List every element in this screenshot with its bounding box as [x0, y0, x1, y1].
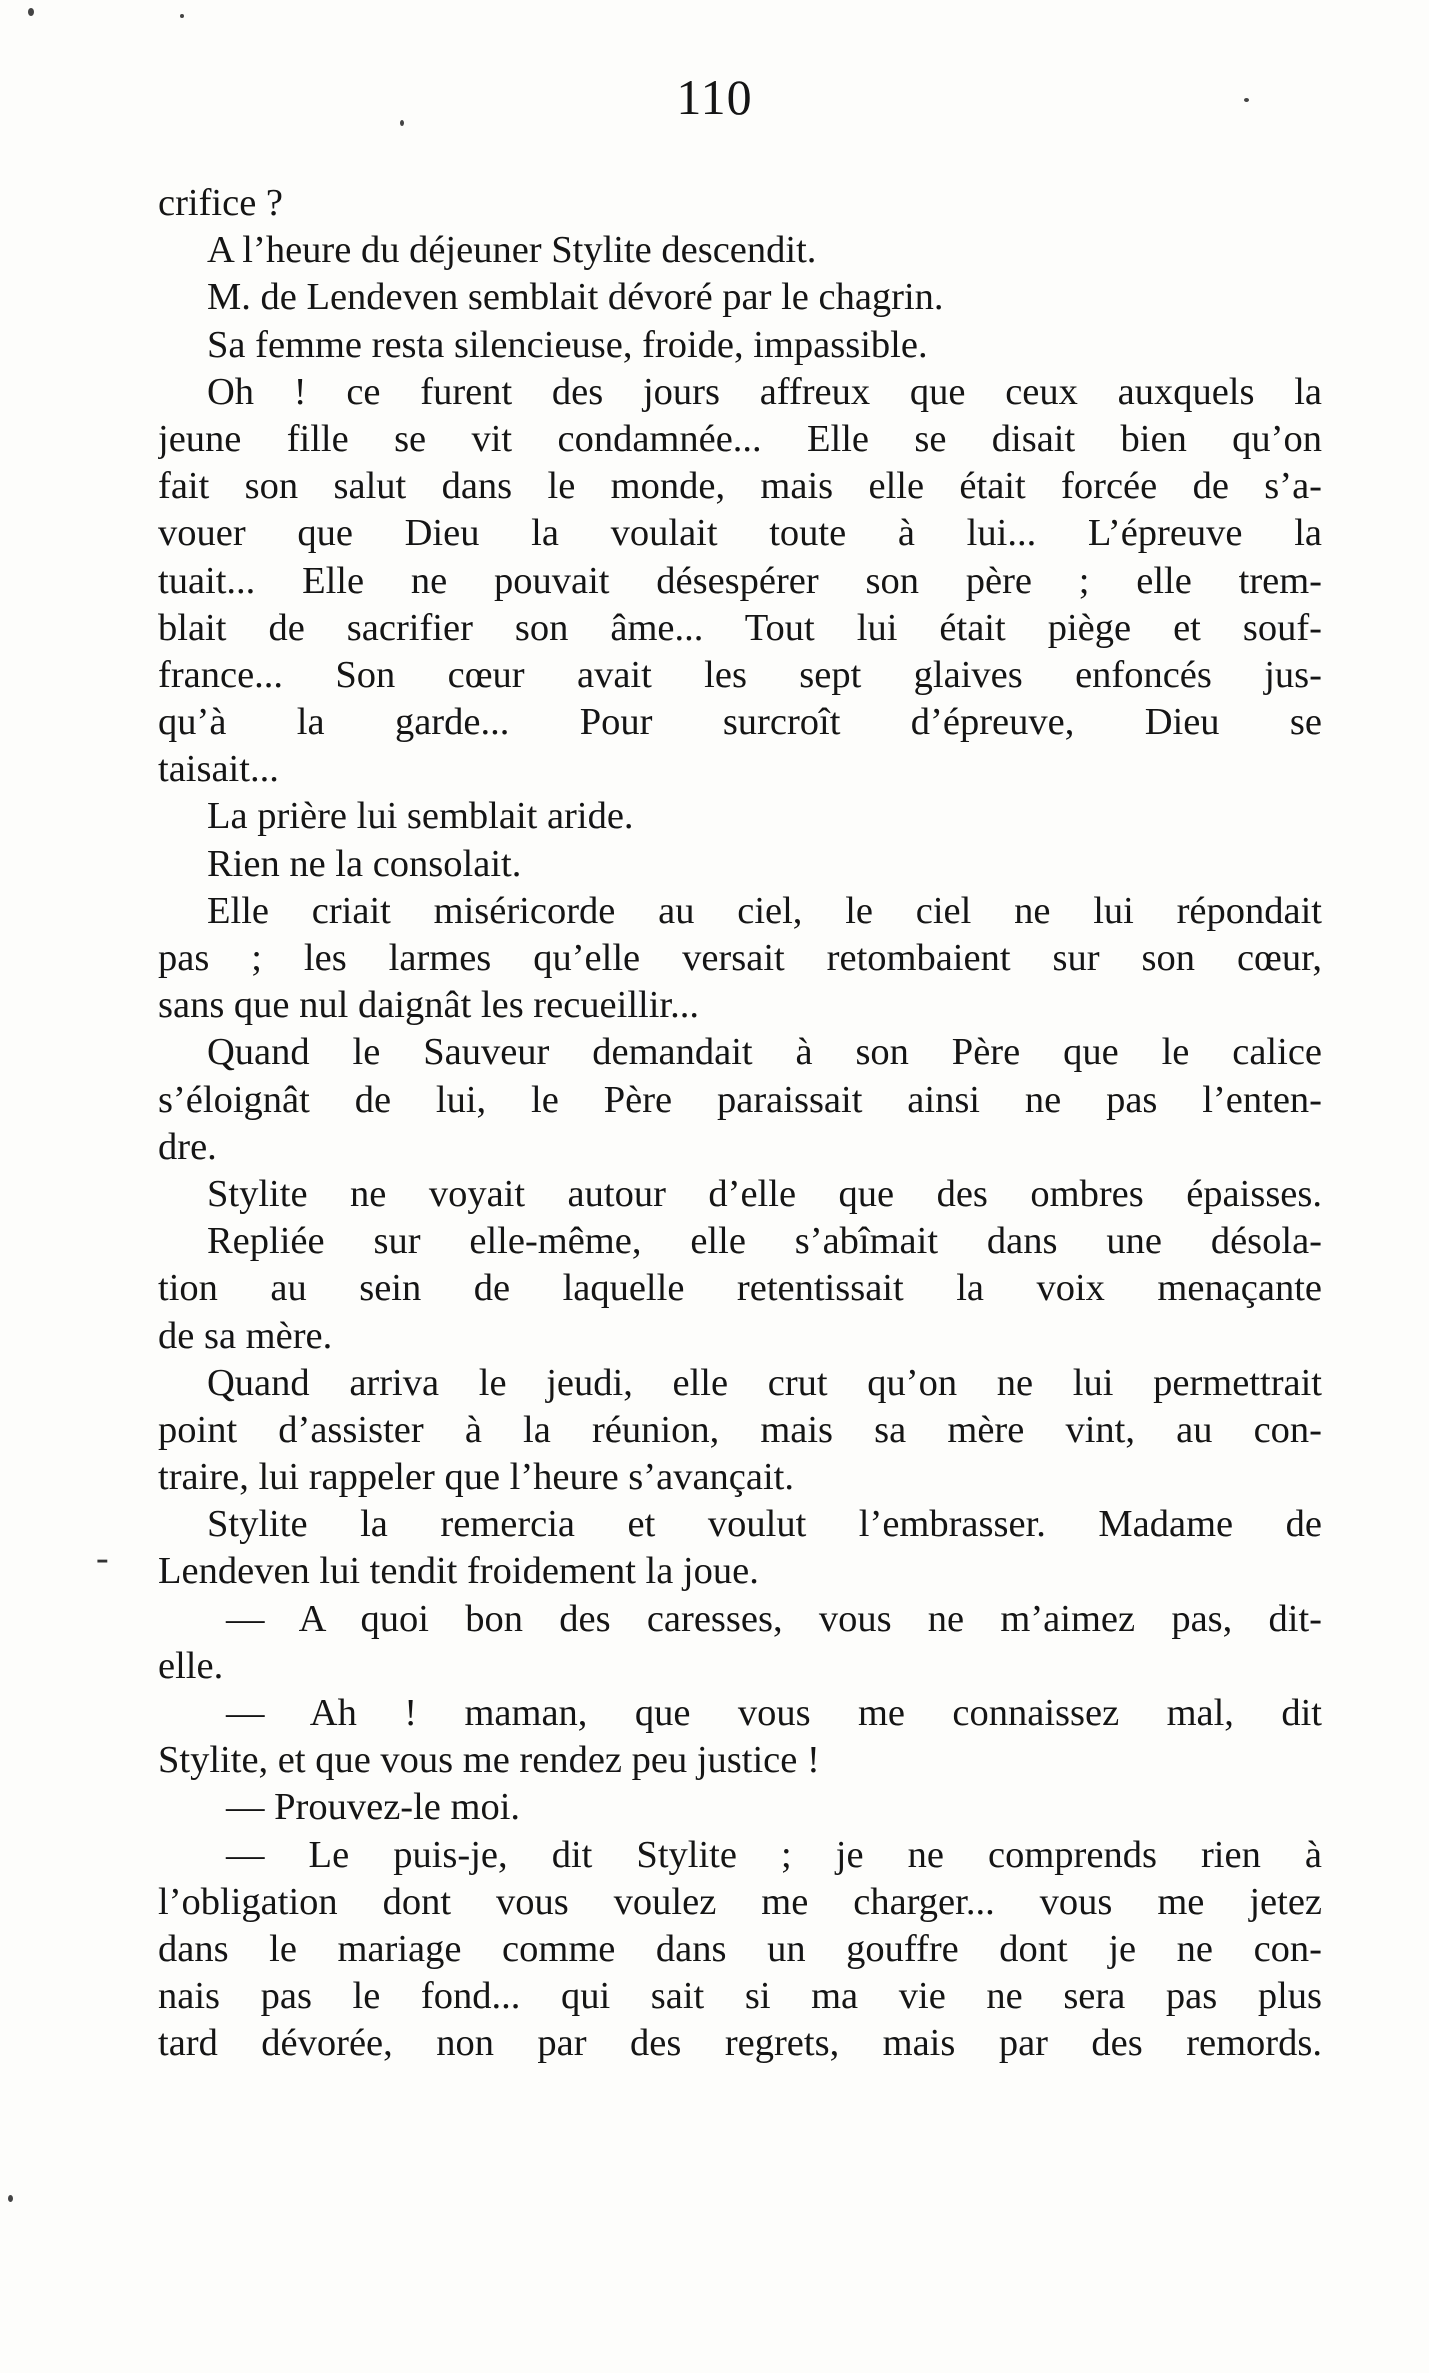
text-line: — A quoi bon des caresses, vous ne m’aimez pas, dit- [226, 1597, 1322, 1640]
text-line: tuait... Elle ne pouvait désespérer son père ; elle trem- [158, 559, 1322, 602]
text-line: Quand arriva le jeudi, elle crut qu’on ne lui permettrait [207, 1361, 1322, 1404]
text-line: pas ; les larmes qu’elle versait retombaient sur son cœur, [158, 937, 1322, 979]
text-line: s’éloignât de lui, le Père paraissait ainsi ne pas l’enten- [158, 1078, 1322, 1121]
text-line: taisait... [158, 748, 279, 791]
text-line: sans que nul daignât les recueillir... [158, 984, 699, 1027]
text-line: nais pas le fond... qui sait si ma vie ne sera pas plus [158, 1975, 1322, 2018]
text-line: Oh ! ce furent des jours affreux que ceux auxquels la [207, 370, 1322, 413]
text-line: point d’assister à la réunion, mais sa mère vint, au con- [158, 1408, 1322, 1451]
text-line: Stylite, et que vous me rendez peu justice ! [158, 1739, 820, 1782]
text-line: de sa mère. [158, 1314, 333, 1357]
text-line: dans le mariage comme dans un gouffre dont je ne con- [158, 1927, 1322, 1970]
text-line: Repliée sur elle-même, elle s’abîmait dans une désola- [207, 1220, 1322, 1263]
text-line: La prière lui semblait aride. [207, 795, 634, 838]
scan-speck [400, 120, 404, 126]
text-line: Rien ne la consolait. [207, 842, 522, 885]
text-line: — Ah ! maman, que vous me connaissez mal, dit [226, 1692, 1322, 1734]
text-line: Stylite la remercia et voulut l’embrasser. Madame de [207, 1503, 1322, 1546]
text-line: Stylite ne voyait autour d’elle que des ombres épaisses. [207, 1172, 1322, 1215]
text-line: crifice ? [158, 182, 284, 224]
text-line: qu’à la garde... Pour surcroît d’épreuve, Dieu se [158, 701, 1322, 744]
scan-speck [28, 8, 34, 16]
scan-speck [1244, 98, 1249, 102]
text-line: tard dévorée, non par des regrets, mais par des remords. [158, 2022, 1322, 2065]
scan-speck [8, 2195, 13, 2202]
text-line: dre. [158, 1125, 217, 1168]
text-line: elle. [158, 1644, 224, 1687]
text-line: jeune fille se vit condamnée... Elle se disait bien qu’on [158, 417, 1322, 460]
text-line: traire, lui rappeler que l’heure s’avançait. [158, 1456, 794, 1499]
text-line: — Le puis-je, dit Stylite ; je ne comprends rien à [226, 1833, 1322, 1876]
text-line: vouer que Dieu la voulait toute à lui... L’épreuve la [158, 512, 1322, 555]
text-line: Quand le Sauveur demandait à son Père que le calice [207, 1031, 1322, 1074]
text-line: — Prouvez-le moi. [226, 1786, 521, 1829]
text-line: Lendeven lui tendit froidement la joue. [158, 1550, 759, 1593]
text-line: tion au sein de laquelle retentissait la voix menaçante [158, 1267, 1322, 1310]
body-text [158, 180, 1322, 2068]
text-line: Elle criait miséricorde au ciel, le ciel ne lui répondait [207, 889, 1322, 932]
text-line: M. de Lendeven semblait dévoré par le chagrin. [207, 276, 944, 319]
scan-speck [180, 14, 184, 18]
margin-mark: - [96, 1537, 109, 1579]
text-line: france... Son cœur avait les sept glaives enfoncés jus- [158, 653, 1322, 696]
text-line: blait de sacrifier son âme... Tout lui était piège et souf- [158, 606, 1322, 649]
text-line: A l’heure du déjeuner Stylite descendit. [207, 229, 817, 272]
text-line: l’obligation dont vous voulez me charger... vous me jetez [158, 1880, 1322, 1923]
text-line: Sa femme resta silencieuse, froide, impassible. [207, 323, 928, 366]
text-line: fait son salut dans le monde, mais elle était forcée de s’a- [158, 465, 1322, 508]
page-number: 110 [676, 69, 753, 125]
